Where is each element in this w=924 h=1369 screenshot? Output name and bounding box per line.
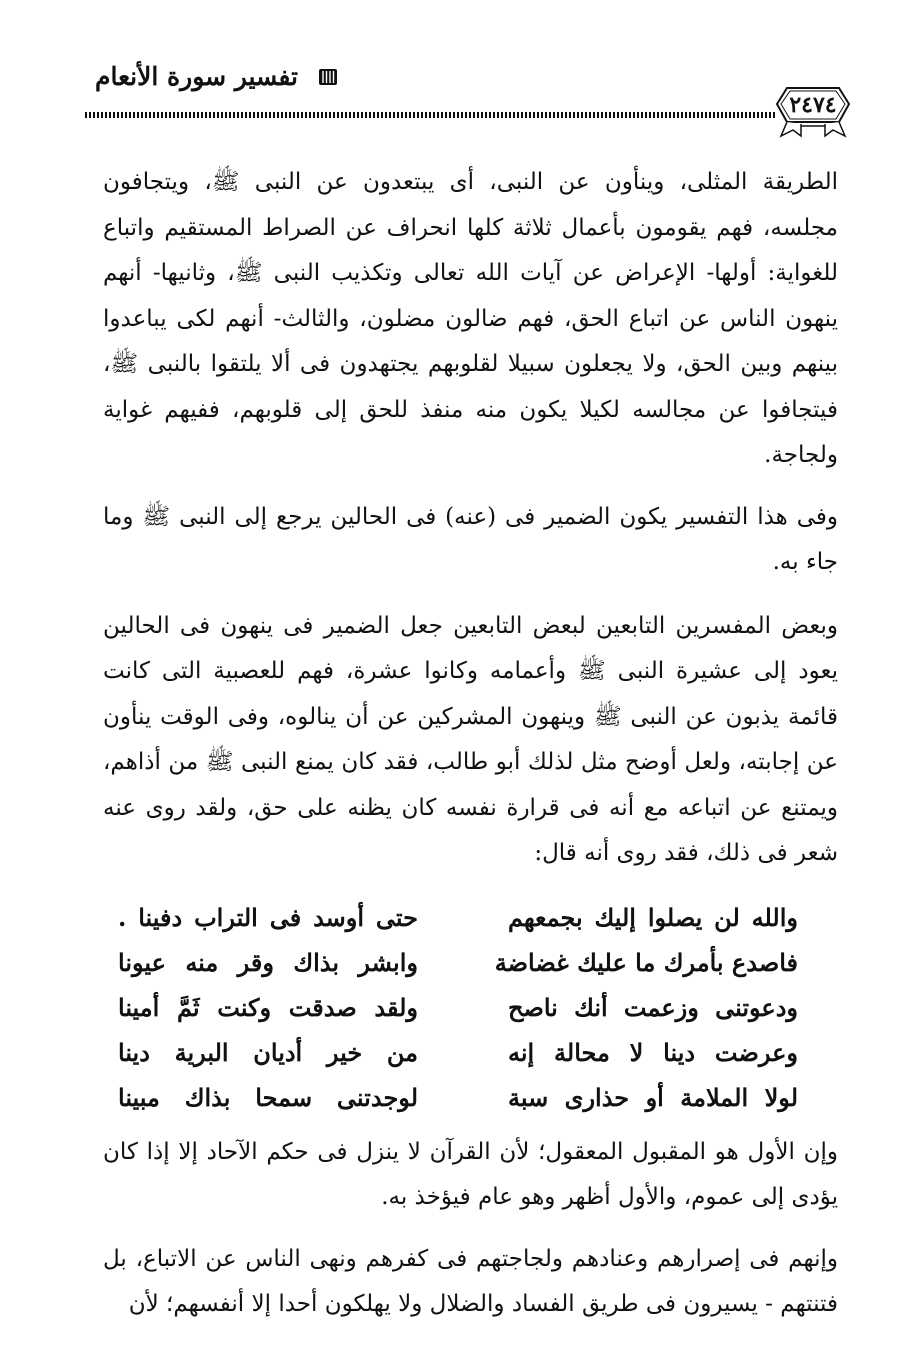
verse-second-half: وابشر بذاك وقر منه عيونا xyxy=(118,947,418,977)
page-header xyxy=(85,52,855,142)
header-rule xyxy=(85,112,775,118)
poem-verse xyxy=(103,1075,838,1120)
poem-verse xyxy=(103,940,838,985)
floral-ornament-icon xyxy=(317,66,339,88)
page-number-badge xyxy=(771,82,855,140)
verse-first-half: وعرضت دينا لا محالة إنه xyxy=(508,1037,798,1067)
paragraph: وفى هذا التفسير يكون الضمير فى (عنه) فى الحالين يرجع إلى النبى ﷺ وما جاء به. xyxy=(103,503,838,575)
paragraph: وإن الأول هو المقبول المعقول؛ لأن القرآن لا ينزل فى حكم الآحاد إلا إذا كان يؤدى إلى عموم، والأول أظهر وهو عام فيؤخذ به. xyxy=(103,1138,838,1210)
verse-first-half: فاصدع بأمرك ما عليك غضاضة xyxy=(494,947,798,977)
page-number: ٢٤٧٤ xyxy=(789,92,837,118)
paragraph: وبعض المفسرين التابعين لبعض التابعين جعل الضمير فى ينهون فى الحالين يعود إلى عشيرة النبى ﷺ وأعمامه وكانوا عشرة، فهم للعصبية التى كانت قائمة يذبون عن النبى ﷺ وينهون المشركين عن أن ينالوه، وفى الوقت ينأون عن إجابته، ولعل أوضح مثل لذلك أبو طالب، فقد كان يمنع النبى ﷺ من أذاهم، ويمتنع عن اتباعه مع أنه فى قرارة نفسه كان يظنه على حق، ولقد روى عنه شعر فى ذلك، فقد روى أنه قال: xyxy=(103,612,838,866)
poem xyxy=(103,895,838,1120)
poem-verse xyxy=(103,985,838,1030)
page-body xyxy=(103,160,838,1328)
verse-first-half: والله لن يصلوا إليك بجمعهم xyxy=(508,902,798,932)
verse-first-half: لولا الملامة أو حذارى سبة xyxy=(508,1082,798,1112)
verse-second-half: حتى أوسد فى التراب دفينا . xyxy=(118,902,418,932)
verse-first-half: ودعوتنى وزعمت أنك ناصح xyxy=(508,992,798,1022)
verse-second-half: لوجدتنى سمحا بذاك مبينا xyxy=(118,1082,418,1112)
verse-second-half: ولقد صدقت وكنت ثَمَّ أمينا xyxy=(118,992,418,1022)
verse-second-half: من خير أديان البرية دينا xyxy=(118,1037,418,1067)
poem-verse xyxy=(103,895,838,940)
poem-verse xyxy=(103,1030,838,1075)
running-title: تفسير سورة الأنعام xyxy=(95,62,299,91)
paragraph: وإنهم فى إصرارهم وعنادهم ولجاجتهم فى كفرهم ونهى الناس عن الاتباع، بل فتنتهم - يسيرون فى طريق الفساد والضلال ولا يهلكون أحدا إلا أنفسهم؛ لأن xyxy=(103,1245,838,1317)
paragraph: الطريقة المثلى، وينأون عن النبى، أى يبتعدون عن النبى ﷺ، ويتجافون مجلسه، فهم يقومون بأعمال ثلاثة كلها انحراف عن الصراط المستقيم واتباع للغواية: أولها- الإعراض عن آيات الله تعالى وتكذيب النبى ﷺ، وثانيها- أنهم ينهون الناس عن اتباع الحق، فهم ضالون مضلون، والثالث- أنهم لكى يباعدوا بينهم وبين الحق، ولا يجعلون سبيلا لقلوبهم يجتهدون فى ألا يلتقوا بالنبى ﷺ، فيتجافوا عن مجالسه لكيلا يكون منه منفذ للحق إلى قلوبهم، ففيهم غواية ولجاجة. xyxy=(103,169,838,468)
